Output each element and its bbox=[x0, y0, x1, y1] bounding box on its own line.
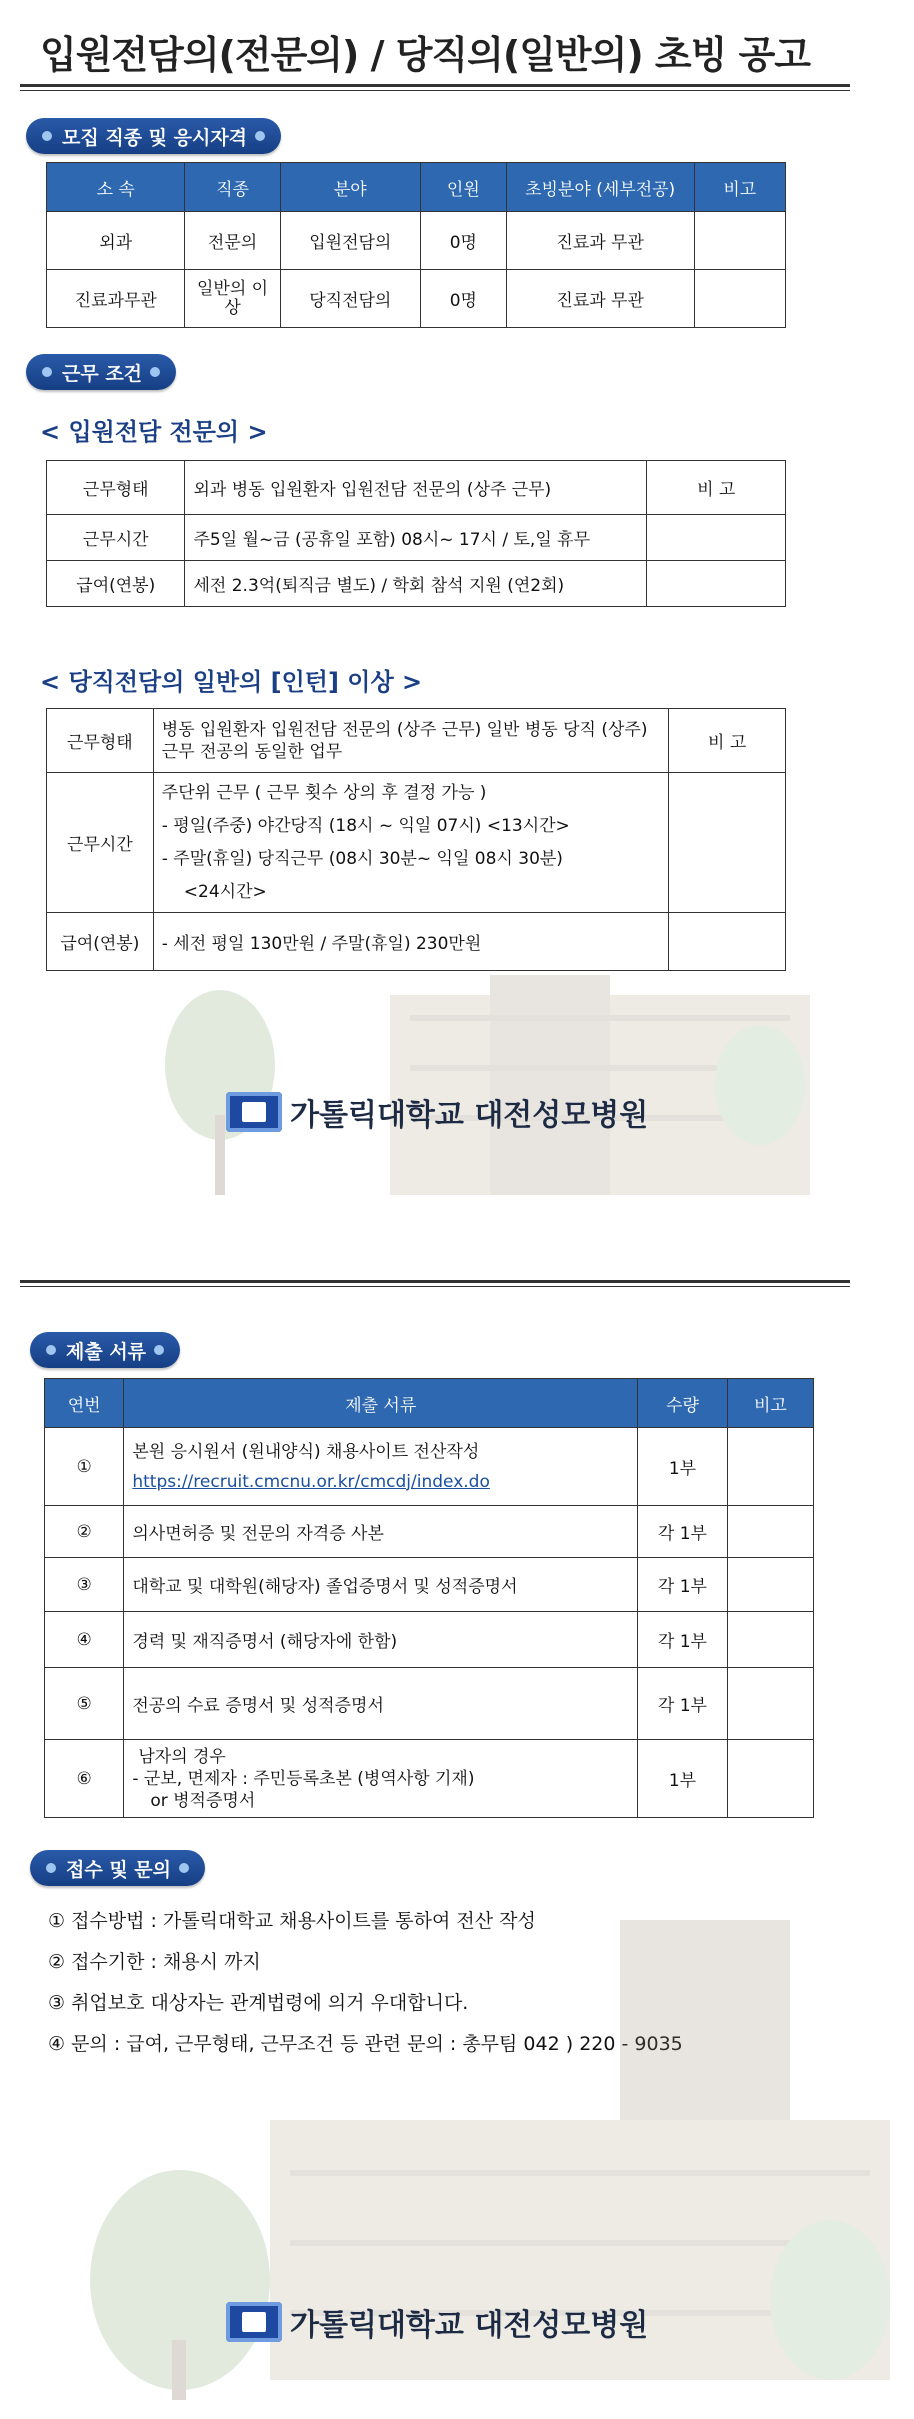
table-row bbox=[47, 709, 786, 773]
table-row bbox=[47, 515, 786, 561]
note-cell bbox=[669, 773, 786, 913]
note-cell bbox=[669, 913, 786, 971]
section-pill-label: 근무 조건 bbox=[62, 362, 143, 385]
note-cell bbox=[647, 515, 786, 561]
table-header-row bbox=[45, 1379, 814, 1428]
note-cell bbox=[727, 1668, 813, 1740]
table-row bbox=[47, 913, 786, 971]
row-number: ⑥ bbox=[45, 1740, 124, 1818]
row-number: ① bbox=[45, 1428, 124, 1506]
table-row bbox=[47, 461, 786, 515]
document-cell bbox=[124, 1428, 638, 1506]
bullet-icon bbox=[255, 131, 265, 141]
section-pill-documents bbox=[30, 1332, 180, 1368]
note-cell bbox=[727, 1558, 813, 1612]
document-name: 본원 응시원서 (원내양식) 채용사이트 전산작성 bbox=[132, 1441, 480, 1462]
hospital-name: 가톨릭대학교 대전성모병원 bbox=[290, 2308, 649, 2343]
section-divider-thin bbox=[20, 1286, 850, 1287]
title-divider bbox=[20, 84, 850, 87]
row-value: 주5일 월~금 (공휴일 포함) 08시~ 17시 / 토,일 휴무 bbox=[185, 515, 647, 561]
note-cell: 비 고 bbox=[669, 709, 786, 773]
subheading-night-duty: < 당직전담의 일반의 [인턴] 이상 > bbox=[40, 668, 423, 696]
table-row bbox=[47, 561, 786, 607]
bullet-icon bbox=[42, 131, 52, 141]
row-value bbox=[153, 773, 669, 913]
row-number: ② bbox=[45, 1506, 124, 1558]
table-row bbox=[45, 1506, 814, 1558]
row-value: 세전 2.3억(퇴직금 별도) / 학회 참석 지원 (연2회) bbox=[185, 561, 647, 607]
table-cell bbox=[694, 212, 785, 270]
table-row bbox=[45, 1428, 814, 1506]
schedule-line: - 주말(휴일) 당직근무 (08시 30분~ 익일 08시 30분) bbox=[161, 848, 563, 869]
note-cell bbox=[727, 1740, 813, 1818]
col-header: 분야 bbox=[280, 163, 420, 212]
row-number: ③ bbox=[45, 1558, 124, 1612]
table-cell: 진료과 무관 bbox=[506, 270, 694, 328]
title-divider-thin bbox=[20, 90, 850, 91]
col-header: 초빙분야 (세부전공) bbox=[506, 163, 694, 212]
note-cell bbox=[647, 561, 786, 607]
row-value: - 세전 평일 130만원 / 주말(휴일) 230만원 bbox=[153, 913, 669, 971]
note-cell: 비 고 bbox=[647, 461, 786, 515]
col-header: 비고 bbox=[694, 163, 785, 212]
col-header: 수량 bbox=[638, 1379, 728, 1428]
bullet-icon bbox=[46, 1863, 56, 1873]
inquiry-item: ④ 문의 : 급여, 근무형태, 근무조건 등 관련 문의 : 총무팀 042 ) 220 - 9035 bbox=[48, 2033, 683, 2055]
quantity-cell: 각 1부 bbox=[638, 1506, 728, 1558]
document-name: 전공의 수료 증명서 및 성적증명서 bbox=[124, 1668, 638, 1740]
section-pill-recruitment bbox=[26, 118, 281, 154]
table-cell: 외과 bbox=[47, 212, 185, 270]
note-cell bbox=[727, 1612, 813, 1668]
bullet-icon bbox=[42, 367, 52, 377]
row-number: ⑤ bbox=[45, 1668, 124, 1740]
table-cell: 일반의 이상 bbox=[185, 270, 280, 328]
inquiry-item: ② 접수기한 : 채용시 까지 bbox=[48, 1951, 261, 1973]
table-cell: 당직전담의 bbox=[280, 270, 420, 328]
note-cell bbox=[727, 1428, 813, 1506]
hospital-emblem-icon bbox=[226, 1092, 282, 1132]
recruit-site-link[interactable]: https://recruit.cmcnu.or.kr/cmcdj/index.do bbox=[132, 1471, 490, 1492]
subheading-hospitalist: < 입원전담 전문의 > bbox=[40, 418, 268, 446]
row-label: 급여(연봉) bbox=[47, 913, 154, 971]
table-row bbox=[45, 1668, 814, 1740]
table-row bbox=[47, 212, 786, 270]
section-pill-label: 모집 직종 및 응시자격 bbox=[62, 126, 248, 149]
table-row bbox=[45, 1612, 814, 1668]
row-label: 근무시간 bbox=[47, 515, 185, 561]
document-line: or 병적증명서 bbox=[150, 1790, 256, 1811]
quantity-cell: 각 1부 bbox=[638, 1668, 728, 1740]
table-row bbox=[47, 773, 786, 913]
schedule-line: 주단위 근무 ( 근무 횟수 상의 후 결정 가능 ) bbox=[161, 782, 487, 803]
night-duty-table bbox=[46, 708, 786, 971]
quantity-cell: 1부 bbox=[638, 1740, 728, 1818]
table-cell: 0명 bbox=[420, 270, 506, 328]
hospital-emblem-icon bbox=[226, 2302, 282, 2342]
table-row bbox=[45, 1740, 814, 1818]
row-value: 외과 병동 입원환자 입원전담 전문의 (상주 근무) bbox=[185, 461, 647, 515]
hospitalist-table bbox=[46, 460, 786, 607]
col-header: 비고 bbox=[727, 1379, 813, 1428]
inquiry-item: ③ 취업보호 대상자는 관계법령에 의거 우대합니다. bbox=[48, 1992, 469, 2014]
documents-table bbox=[44, 1378, 814, 1818]
table-cell: 진료과 무관 bbox=[506, 212, 694, 270]
document-name: 경력 및 재직증명서 (해당자에 한함) bbox=[124, 1612, 638, 1668]
col-header: 제출 서류 bbox=[124, 1379, 638, 1428]
col-header: 연번 bbox=[45, 1379, 124, 1428]
bullet-icon bbox=[150, 367, 160, 377]
table-row bbox=[45, 1558, 814, 1612]
row-label: 근무형태 bbox=[47, 461, 185, 515]
section-pill-label: 접수 및 문의 bbox=[66, 1858, 171, 1881]
col-header: 인원 bbox=[420, 163, 506, 212]
quantity-cell: 1부 bbox=[638, 1428, 728, 1506]
document-name: 대학교 및 대학원(해당자) 졸업증명서 및 성적증명서 bbox=[124, 1558, 638, 1612]
row-label: 급여(연봉) bbox=[47, 561, 185, 607]
table-cell bbox=[694, 270, 785, 328]
row-label: 근무형태 bbox=[47, 709, 154, 773]
hospital-logo-bottom bbox=[226, 2300, 648, 2344]
bullet-icon bbox=[179, 1863, 189, 1873]
inquiry-item: ① 접수방법 : 가톨릭대학교 채용사이트를 통하여 전산 작성 bbox=[48, 1910, 536, 1932]
row-number: ④ bbox=[45, 1612, 124, 1668]
col-header: 직종 bbox=[185, 163, 280, 212]
hospital-illustration bbox=[160, 975, 880, 1200]
table-cell: 전문의 bbox=[185, 212, 280, 270]
hospital-logo bbox=[226, 1090, 648, 1134]
quantity-cell: 각 1부 bbox=[638, 1612, 728, 1668]
quantity-cell: 각 1부 bbox=[638, 1558, 728, 1612]
col-header: 소 속 bbox=[47, 163, 185, 212]
document-line: 남자의 경우 bbox=[138, 1746, 226, 1767]
section-pill-inquiry bbox=[30, 1850, 205, 1886]
table-cell: 0명 bbox=[420, 212, 506, 270]
table-header-row bbox=[47, 163, 786, 212]
table-row bbox=[47, 270, 786, 328]
document-name: 의사면허증 및 전문의 자격증 사본 bbox=[124, 1506, 638, 1558]
schedule-line: <24시간> bbox=[183, 881, 267, 902]
bullet-icon bbox=[46, 1345, 56, 1355]
section-divider bbox=[20, 1280, 850, 1283]
row-label: 근무시간 bbox=[47, 773, 154, 913]
table-cell: 진료과무관 bbox=[47, 270, 185, 328]
note-cell bbox=[727, 1506, 813, 1558]
table-cell: 입원전담의 bbox=[280, 212, 420, 270]
bullet-icon bbox=[154, 1345, 164, 1355]
section-pill-work-conditions bbox=[26, 354, 176, 390]
section-pill-label: 제출 서류 bbox=[66, 1340, 147, 1363]
document-cell bbox=[124, 1740, 638, 1818]
page-title: 입원전담의(전문의) / 당직의(일반의) 초빙 공고 bbox=[39, 33, 810, 77]
document-line: - 군보, 면제자 : 주민등록초본 (병역사항 기재) bbox=[132, 1768, 475, 1789]
hospital-name: 가톨릭대학교 대전성모병원 bbox=[290, 1098, 649, 1133]
recruitment-table bbox=[46, 162, 786, 328]
schedule-line: - 평일(주중) 야간당직 (18시 ~ 익일 07시) <13시간> bbox=[161, 815, 570, 836]
row-value: 병동 입원환자 입원전담 전문의 (상주 근무) 일반 병동 당직 (상주) 근무 전공의 동일한 업무 bbox=[153, 709, 669, 773]
